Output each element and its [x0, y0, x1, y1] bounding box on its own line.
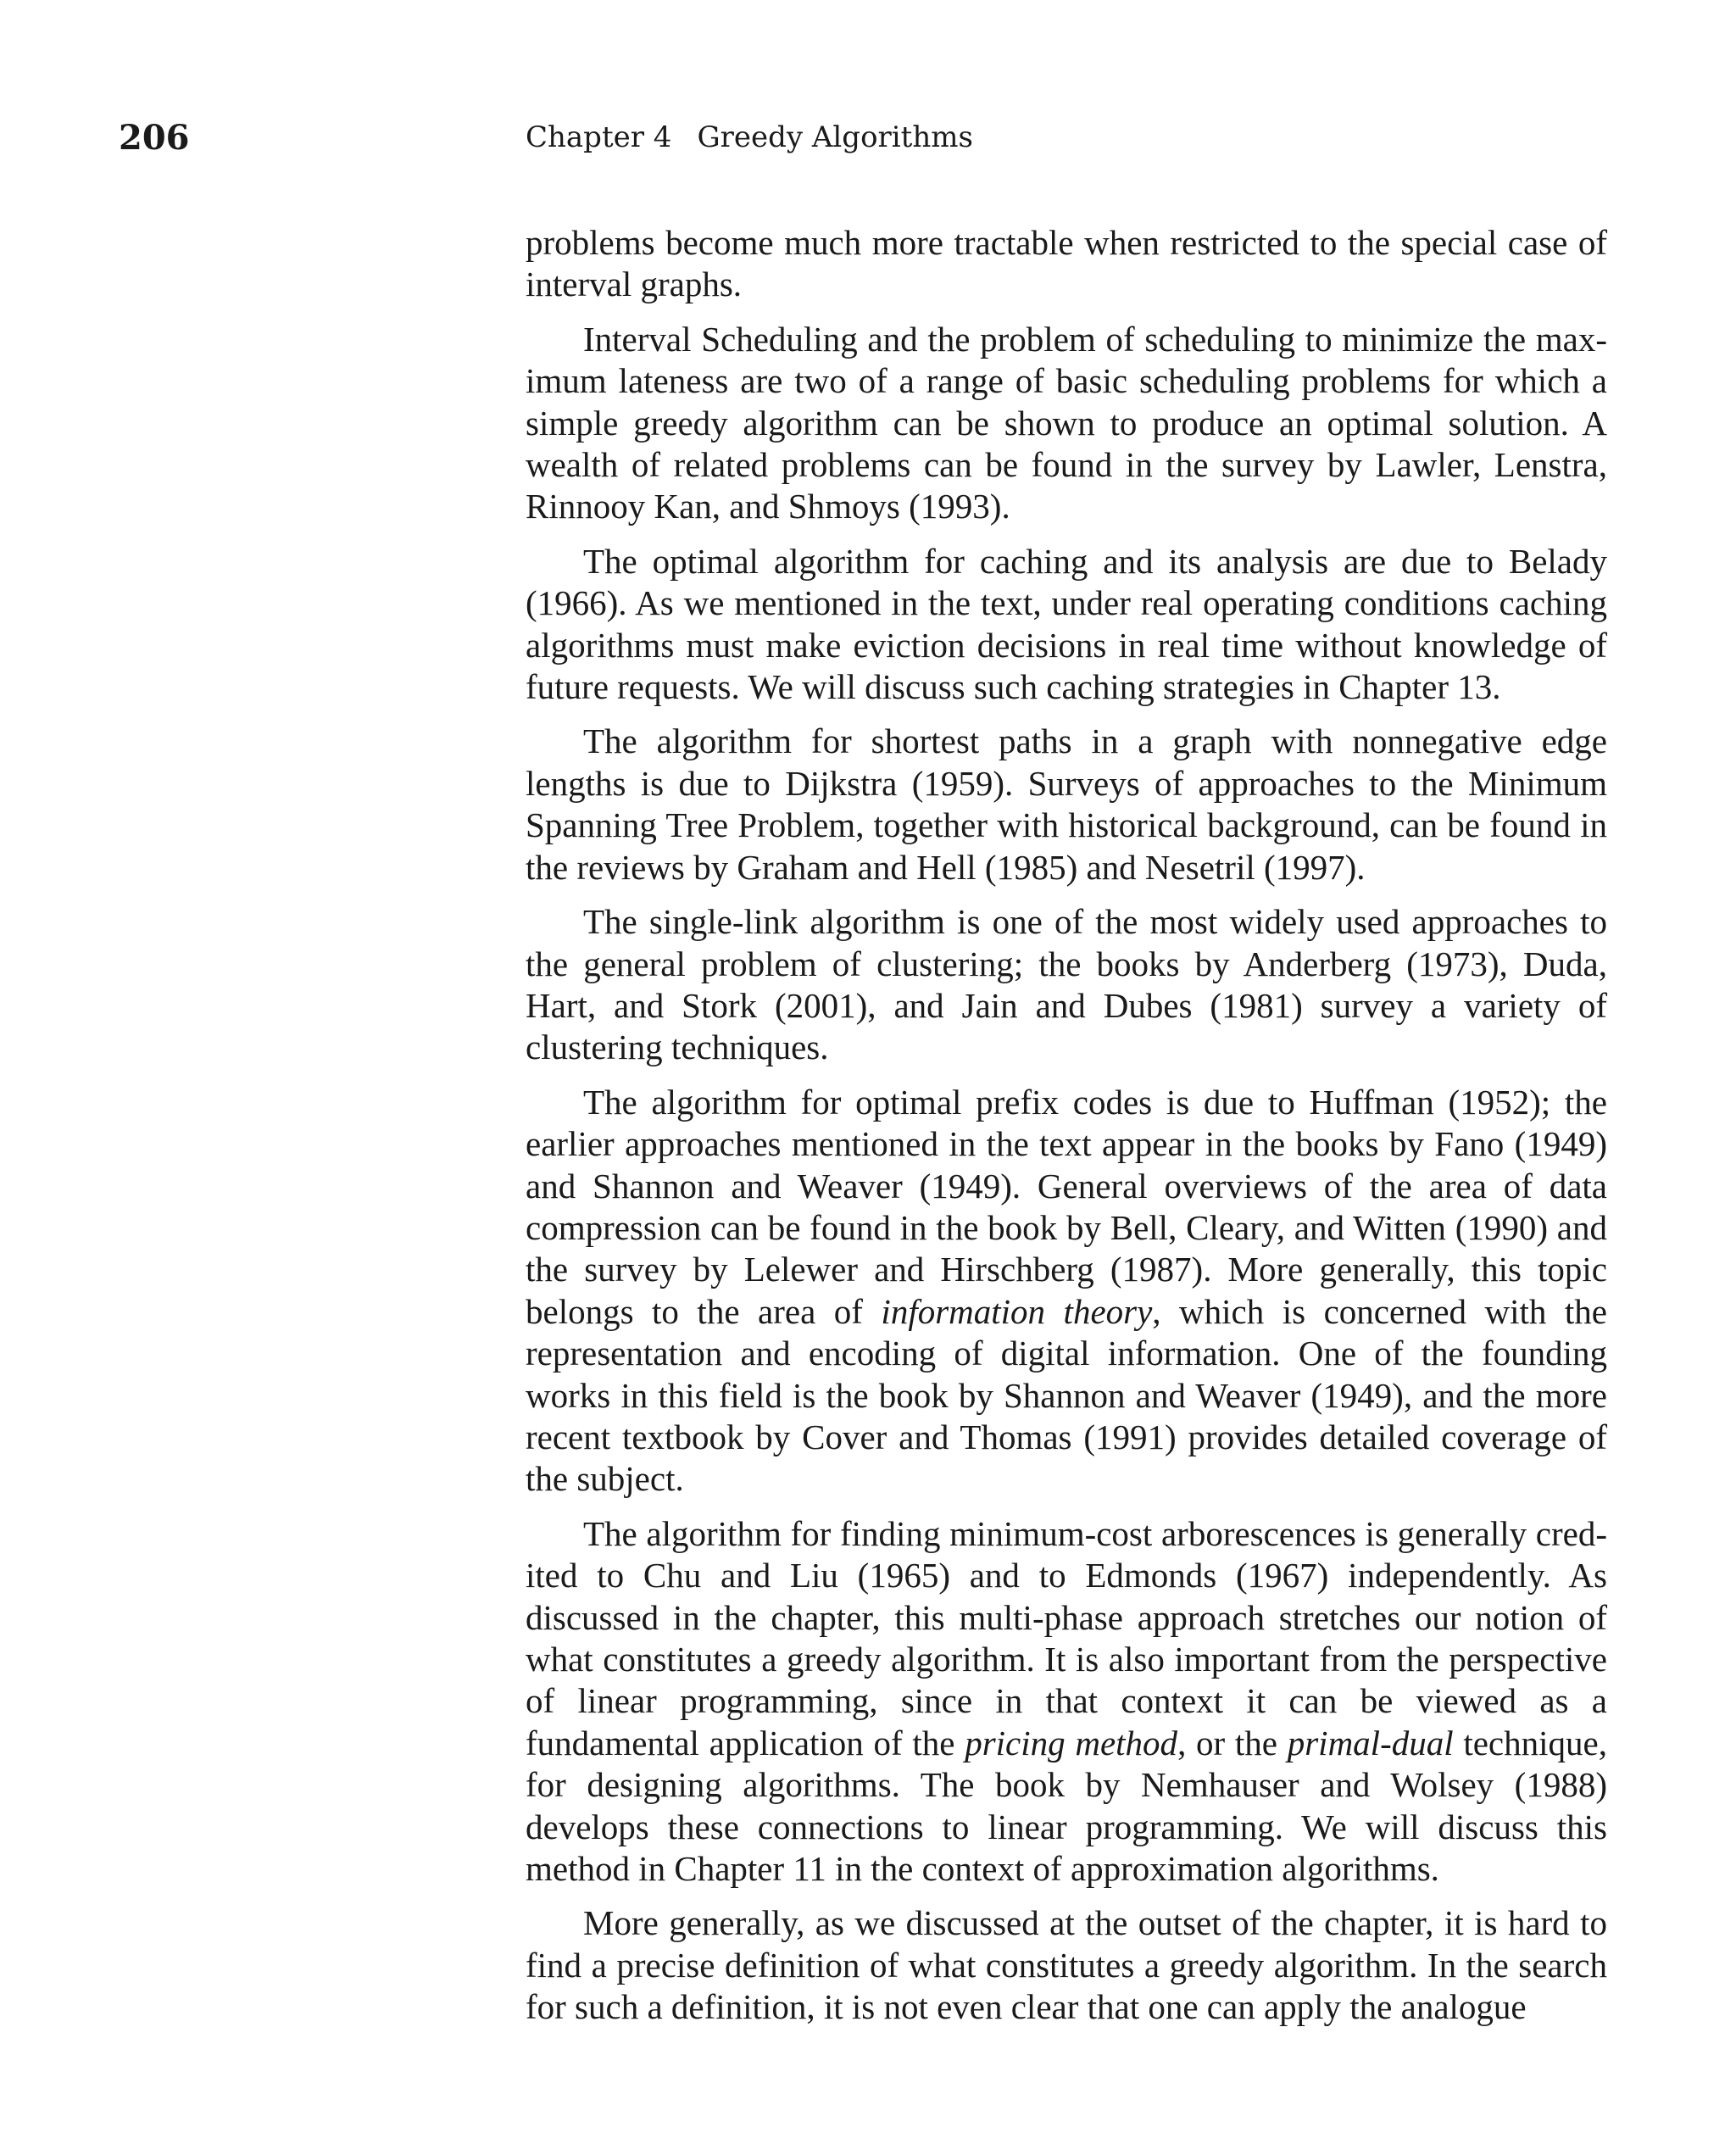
chapter-title: Greedy Algorithms [697, 120, 973, 154]
paragraph-2 [526, 319, 1607, 528]
text-segment: Interval Scheduling and the problem of scheduling to minimize the maximum lateness are two of a range of basic scheduling problems for which a simple greedy algorithm can be shown to produce an optimal solution. A wealth of related problems can be found in the survey by Lawler, Lenstra, Rinnooy Kan, and Shmoys (1993). [526, 319, 1607, 526]
text-segment: technique, for designing algorithms. The book by Nemhauser and Wolsey (1988) develops these connections to linear programming. We will discuss this method in Chapter 11 in the context of approximation algorithms. [526, 1723, 1607, 1889]
italic-term: information theory [881, 1291, 1153, 1331]
running-head [526, 119, 973, 156]
text-segment: More generally, as we discussed at the outset of the chapter, it is hard to find a precise definition of what constitutes a greedy algorithm. In the search for such a definition, it is not even clear that one can apply the analogue [526, 1903, 1607, 2027]
text-segment: , or the [1177, 1723, 1288, 1763]
page-number: 206 [119, 118, 190, 158]
paragraph-6 [526, 1082, 1607, 1501]
paragraph-8 [526, 1902, 1607, 2028]
text-segment: The single-link algorithm is one of the most widely used approaches to the general problem of clustering; the books by Anderberg (1973), Duda, Hart, and Stork (2001), and Jain and Dubes (1981) survey a variety of clustering techniques. [526, 902, 1607, 1067]
paragraph-3 [526, 541, 1607, 709]
text-segment: The optimal algorithm for caching and its analysis are due to Belady (1966). As we mentioned in the text, under real operating conditions caching algorithms must make eviction decisions in real time without knowledge of future requests. We will discuss such caching strategies in Chapter 13. [526, 541, 1607, 707]
italic-term: pricing method [965, 1723, 1178, 1763]
italic-term: primal-dual [1287, 1723, 1454, 1763]
chapter-label: Chapter 4 [526, 120, 672, 154]
text-segment: The algorithm for optimal prefix codes is due to Huffman (1952); the earlier approaches mentioned in the text appear in the books by Fano (1949) and Shannon and Weaver (1949). General overviews of the area of data compression can be found in the book by Bell, Cleary, and Witten (1990) and the survey by Lelewer and Hirschberg (1987). More generally, this topic belongs to the area of [526, 1082, 1607, 1331]
text-segment: The algorithm for shortest paths in a graph with nonnegative edge lengths is due to Dijkstra (1959). Surveys of approaches to the Minimum Spanning Tree Problem, together with historical background, can be found in the reviews by Graham and Hell (1985) and Nesetril (1997). [526, 721, 1607, 887]
paragraph-4 [526, 721, 1607, 888]
paragraph-5 [526, 901, 1607, 1069]
text-segment: The algorithm for finding minimum-cost arborescences is generally credited to Chu and Liu (1965) and to Edmonds (1967) independently. As discussed in the chapter, this multi-phase approach stretches our notion of what constitutes a greedy algorithm. It is also important from the perspective of linear programming, since in that context it can be viewed as a fundamental application of the [526, 1513, 1607, 1763]
text-segment: , which is concerned with the representation and encoding of digital information. One of the founding works in this field is the book by Shannon and Weaver (1949), and the more recent textbook by Cover and Thomas (1991) provides detailed coverage of the subject. [526, 1291, 1608, 1499]
paragraph-7 [526, 1513, 1607, 1891]
body-text [526, 222, 1607, 2041]
text-segment: problems become much more tractable when restricted to the special case of interval graphs. [526, 223, 1607, 304]
paragraph-1 [526, 222, 1607, 306]
